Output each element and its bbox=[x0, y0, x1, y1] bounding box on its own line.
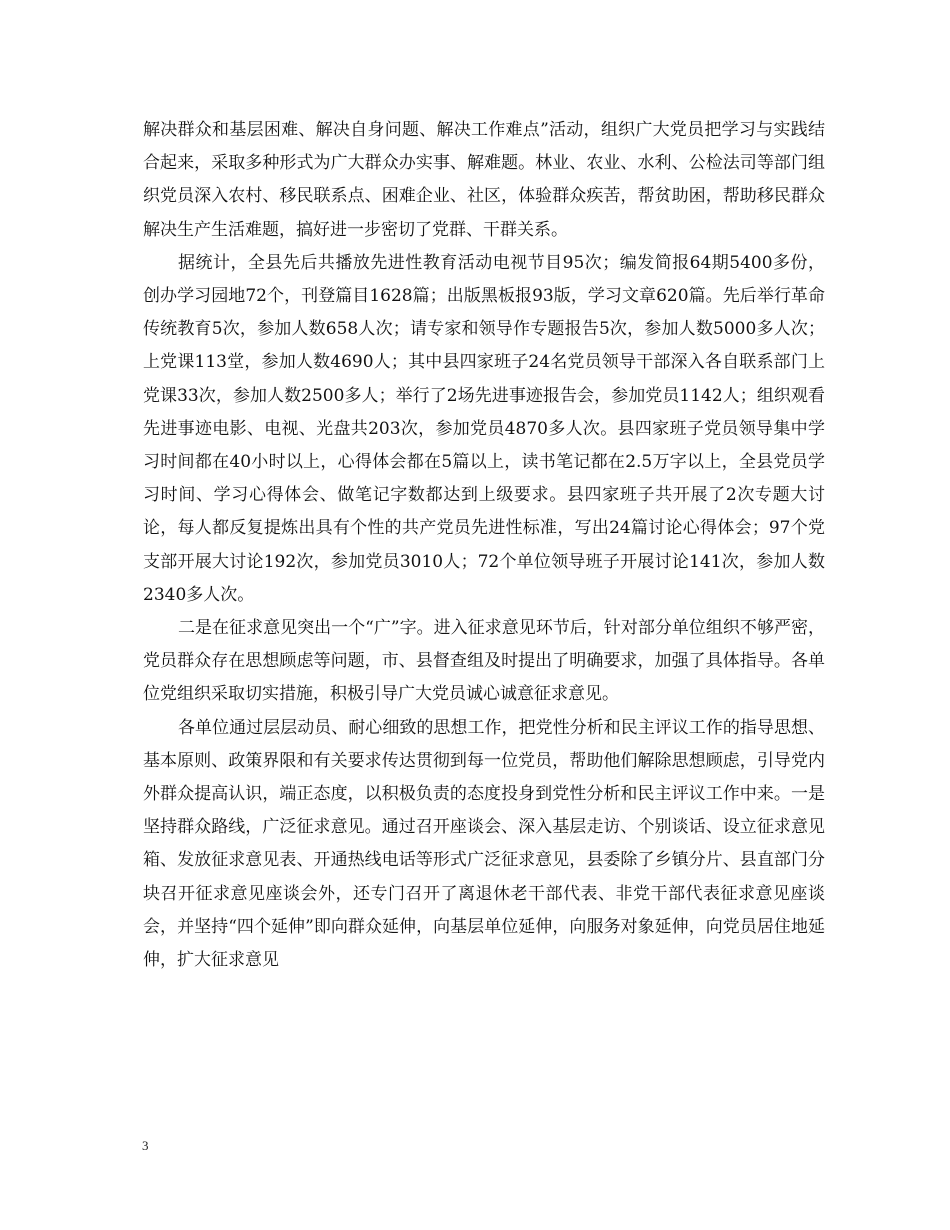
paragraph-3: 二是在征求意见突出一个“广”字。进入征求意见环节后，针对部分单位组织不够严密，党员群众存在思想顾虑等问题，市、县督查组及时提出了明确要求，加强了具体指导。各单位党组织采取切实措施，积极引导广大党员诚心诚意征求意见。 bbox=[143, 618, 825, 705]
paragraph-1: 解决群众和基层困难、解决自身问题、解决工作难点”活动，组织广大党员把学习与实践结合起来，采取多种形式为广大群众办实事、解难题。林业、农业、水利、公检法司等部门组织党员深入农村、移民联系点、困难企业、社区，体验群众疾苦，帮贫助困，帮助移民群众解决生产生活难题，搞好进一步密切了党群、干群关系。 bbox=[143, 120, 825, 240]
paragraph-2: 据统计，全县先后共播放先进性教育活动电视节目95次；编发简报64期5400多份，创办学习园地72个，刊登篇目1628篇；出版黑板报93版，学习文章620篇。先后举行革命传统教育5次，参加人数658人次；请专家和领导作专题报告5次，参加人数5000多人次；上党课113堂，参加人数4690人；其中县四家班子24名党员领导干部深入各自联系部门上党课33次，参加人数2500多人；举行了2场先进事迹报告会，参加党员1142人；组织观看先进事迹电影、电视、光盘共203次，参加党员4870多人次。县四家班子党员领导集中学习时间都在40小时以上，心得体会都在5篇以上，读书笔记都在2.5万字以上，全县党员学习时间、学习心得体会、做笔记字数都达到上级要求。县四家班子共开展了2次专题大讨论，每人都反复提炼出具有个性的共产党员先进性标准，写出24篇讨论心得体会；97个党支部开展大讨论192次，参加党员3010人；72个单位领导班子开展讨论141次，参加人数2340多人次。 bbox=[143, 252, 825, 605]
paragraph-4: 各单位通过层层动员、耐心细致的思想工作，把党性分析和民主评议工作的指导思想、基本原则、政策界限和有关要求传达贯彻到每一位党员，帮助他们解除思想顾虑，引导党内外群众提高认识，端正态度，以积极负责的态度投身到党性分析和民主评议工作中来。一是坚持群众路线，广泛征求意见。通过召开座谈会、深入基层走访、个别谈话、设立征求意见箱、发放征求意见表、开通热线电话等形式广泛征求意见，县委除了乡镇分片、县直部门分块召开征求意见座谈会外，还专门召开了离退休老干部代表、非党干部代表征求意见座谈会，并坚持“四个延伸”即向群众延伸，向基层单位延伸，向服务对象延伸，向党员居住地延伸，扩大征求意见 bbox=[143, 717, 825, 971]
document-body bbox=[143, 114, 825, 977]
page-number: 3 bbox=[142, 1138, 149, 1153]
